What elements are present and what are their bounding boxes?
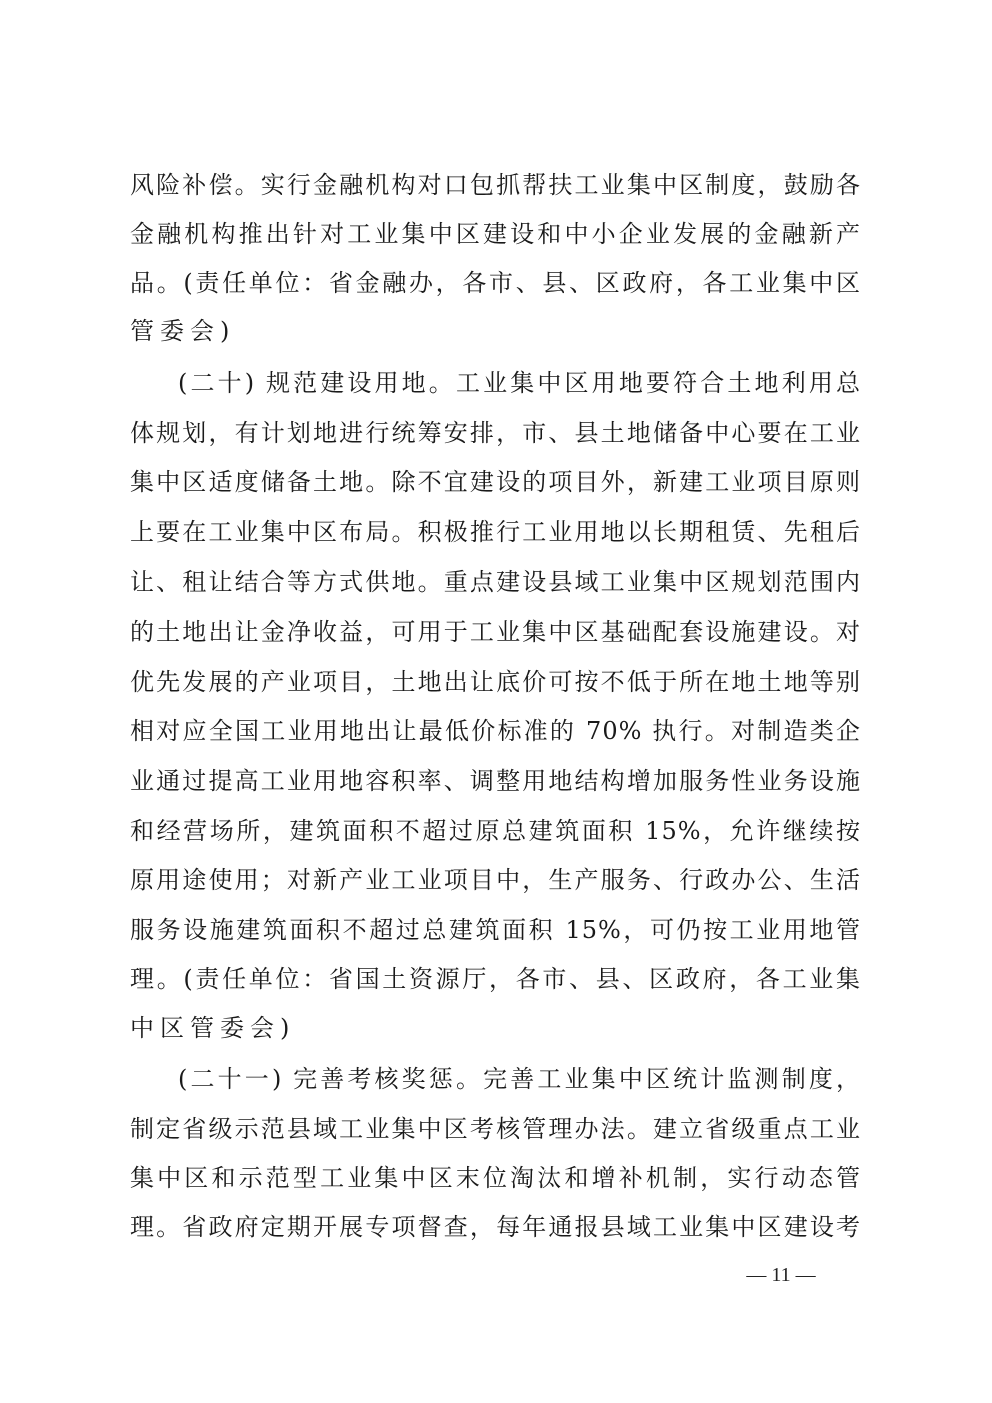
text-line: 体规划，有计划地进行统筹安排，市、县土地储备中心要在工业 xyxy=(130,419,861,447)
text-line: 和经营场所，建筑面积不超过原总建筑面积 15%，允许继续按 xyxy=(130,817,861,845)
page-number: — 11 — xyxy=(746,1264,816,1286)
text-line: 中区管委会) xyxy=(130,1014,296,1042)
text-line: 风险补偿。实行金融机构对口包抓帮扶工业集中区制度，鼓励各 xyxy=(130,171,861,199)
text-line: 优先发展的产业项目，土地出让底价可按不低于所在地土地等别 xyxy=(130,668,861,696)
text-line: 业通过提高工业用地容积率、调整用地结构增加服务性业务设施 xyxy=(130,767,861,795)
section-heading-line: (二十) 规范建设用地。工业集中区用地要符合土地利用总 xyxy=(178,369,861,397)
text-line: 上要在工业集中区布局。积极推行工业用地以长期租赁、先租后 xyxy=(130,518,861,546)
text-line: 理。省政府定期开展专项督查，每年通报县域工业集中区建设考 xyxy=(130,1213,861,1241)
text-line: 品。(责任单位：省金融办，各市、县、区政府，各工业集中区 xyxy=(130,269,861,297)
text-line: 制定省级示范县域工业集中区考核管理办法。建立省级重点工业 xyxy=(130,1115,861,1143)
text-line: 相对应全国工业用地出让最低价标准的 70% 执行。对制造类企 xyxy=(130,717,861,745)
text-line: 理。(责任单位：省国土资源厅，各市、县、区政府，各工业集 xyxy=(130,965,861,993)
text-line: 让、租让结合等方式供地。重点建设县域工业集中区规划范围内 xyxy=(130,568,861,596)
section-heading-line: (二十一) 完善考核奖惩。完善工业集中区统计监测制度， xyxy=(178,1065,861,1093)
text-line: 金融机构推出针对工业集中区建设和中小企业发展的金融新产 xyxy=(130,220,861,248)
text-line: 原用途使用；对新产业工业项目中，生产服务、行政办公、生活 xyxy=(130,866,861,894)
text-line: 集中区和示范型工业集中区末位淘汰和增补机制，实行动态管 xyxy=(130,1164,861,1192)
text-line: 集中区适度储备土地。除不宜建设的项目外，新建工业项目原则 xyxy=(130,468,861,496)
text-line: 服务设施建筑面积不超过总建筑面积 15%，可仍按工业用地管 xyxy=(130,916,861,944)
text-line: 管委会) xyxy=(130,317,236,345)
text-line: 的土地出让金净收益，可用于工业集中区基础配套设施建设。对 xyxy=(130,618,861,646)
